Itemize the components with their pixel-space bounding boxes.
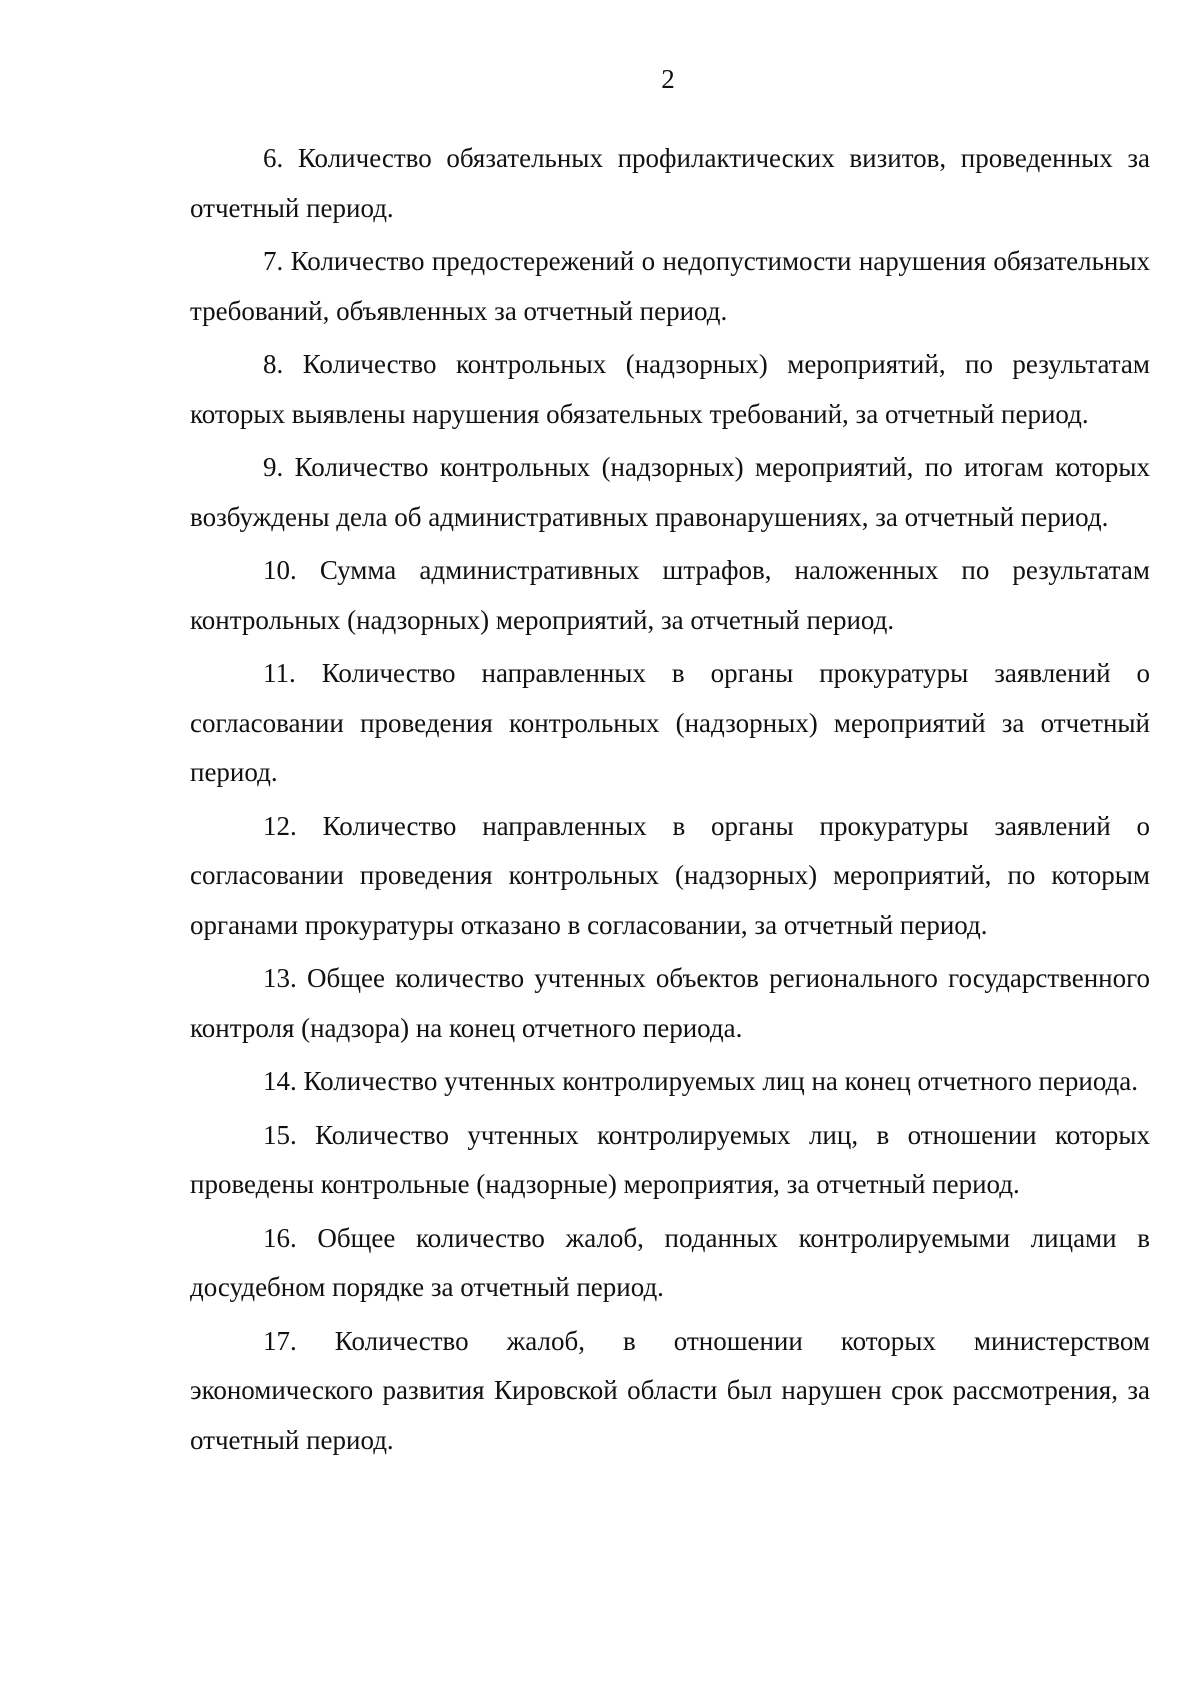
- list-item: 17. Количество жалоб, в отношении которых министерством экономического развития Кировской области был нарушен срок рассмотрения, за отчетный период.: [190, 1325, 1150, 1455]
- page-number: 2: [661, 64, 675, 94]
- list-item: 8. Количество контрольных (надзорных) мероприятий, по результатам которых выявлены нарушения обязательных требований, за отчетный период.: [190, 349, 1150, 429]
- document-body: [190, 134, 1150, 1469]
- list-item: 12. Количество направленных в органы прокуратуры заявлений о согласовании проведения контрольных (надзорных) мероприятий, по которым органами прокуратуры отказано в согласовании, за отчетный период.: [190, 810, 1150, 940]
- list-item: 10. Сумма административных штрафов, наложенных по результатам контрольных (надзорных) мероприятий, за отчетный период.: [190, 555, 1150, 635]
- list-item: 11. Количество направленных в органы прокуратуры заявлений о согласовании проведения контрольных (надзорных) мероприятий за отчетный период.: [190, 658, 1150, 787]
- list-item: 6. Количество обязательных профилактических визитов, проведенных за отчетный период.: [190, 143, 1150, 223]
- list-item: 15. Количество учтенных контролируемых лиц, в отношении которых проведены контрольные (надзорные) мероприятия, за отчетный период.: [190, 1119, 1150, 1199]
- list-item: 14. Количество учтенных контролируемых лиц на конец отчетного периода.: [263, 1066, 1139, 1096]
- list-item: 13. Общее количество учтенных объектов регионального государственного контроля (надзора) на конец отчетного периода.: [190, 963, 1150, 1043]
- list-item: 7. Количество предостережений о недопустимости нарушения обязательных требований, объявленных за отчетный период.: [190, 246, 1150, 326]
- list-item: 16. Общее количество жалоб, поданных контролируемыми лицами в досудебном порядке за отчетный период.: [190, 1222, 1150, 1302]
- list-item: 9. Количество контрольных (надзорных) мероприятий, по итогам которых возбуждены дела об административных правонарушениях, за отчетный период.: [190, 452, 1150, 532]
